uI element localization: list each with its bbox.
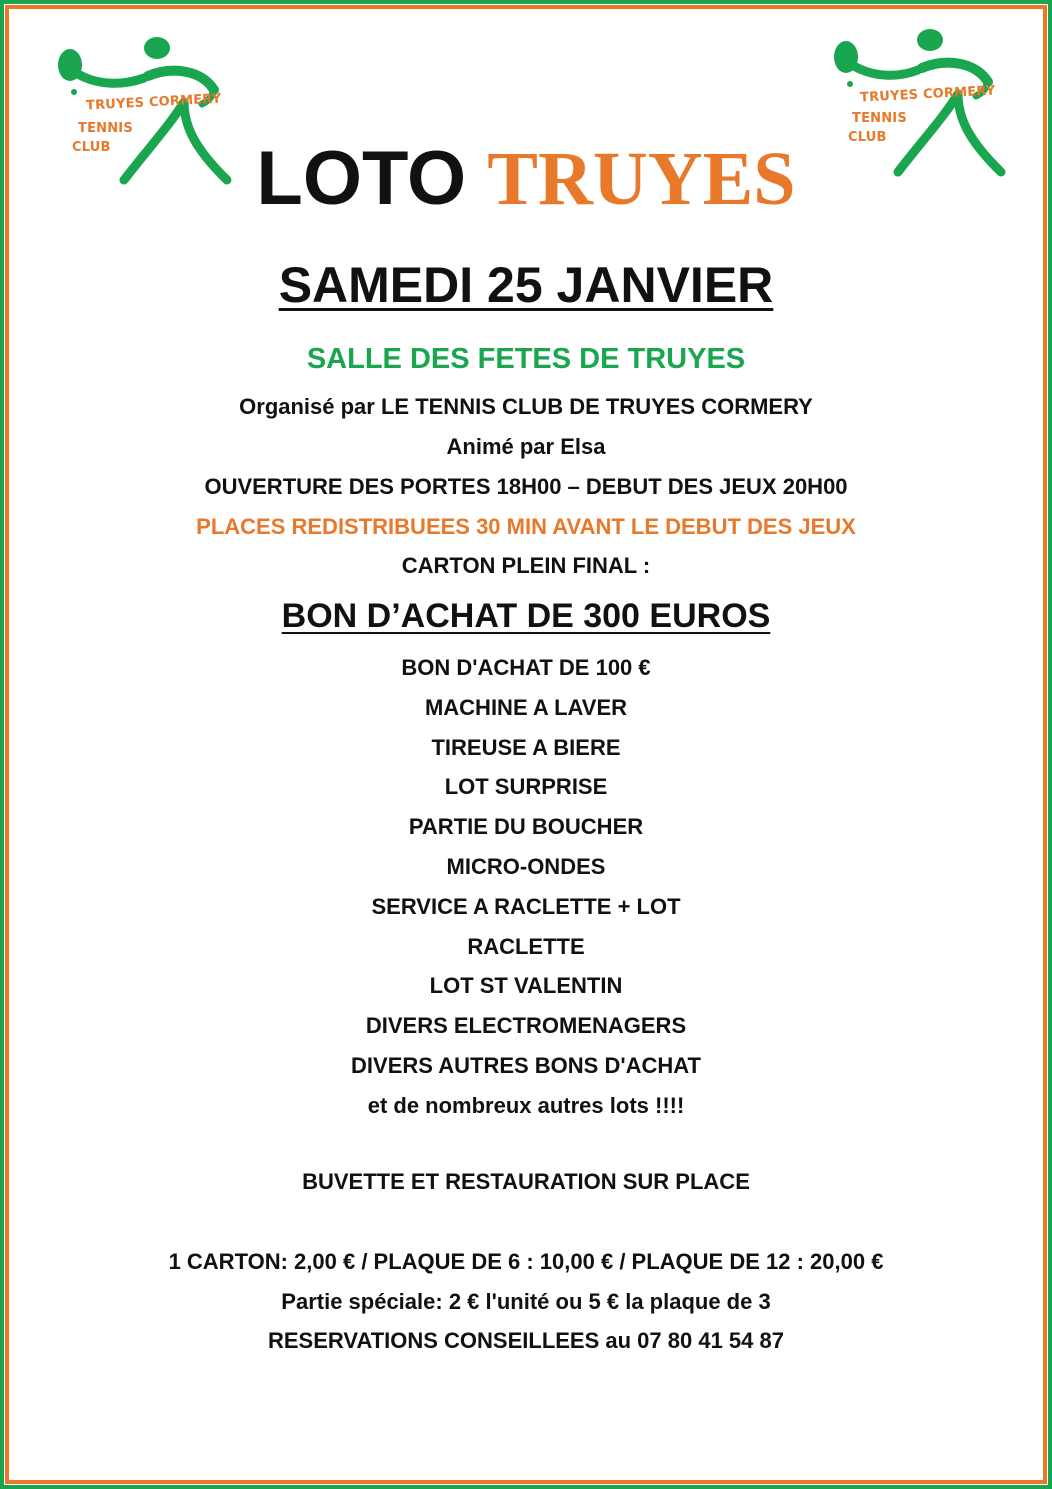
prize-item: DIVERS ELECTROMENAGERS xyxy=(365,1013,687,1039)
prize-item: MACHINE A LAVER xyxy=(424,694,628,720)
prize-item: DIVERS AUTRES BONS D'ACHAT xyxy=(351,1052,701,1078)
organizer: Organisé par LE TENNIS CLUB DE TRUYES CORMERY xyxy=(239,394,813,419)
final-label: CARTON PLEIN FINAL : xyxy=(401,553,651,578)
event-date xyxy=(0,254,1052,316)
prize-item: BON D'ACHAT DE 100 € xyxy=(401,655,651,680)
pricing-special: Partie spéciale: 2 € l'unité ou 5 € la plaque de 3 xyxy=(281,1289,771,1314)
title-truyes: TRUYES xyxy=(487,137,796,221)
prize-item: TIREUSE A BIERE xyxy=(431,734,621,760)
schedule: OUVERTURE DES PORTES 18H00 – DEBUT DES JEUX 20H00 xyxy=(204,474,848,499)
poster-title xyxy=(0,134,1052,224)
logo-text-line3: CLUB xyxy=(72,140,111,155)
prize-item: MICRO-ONDES xyxy=(446,853,606,879)
logo-text-line3: CLUB xyxy=(848,130,887,145)
seating-notice: PLACES REDISTRIBUEES 30 MIN AVANT LE DEBUT DES JEUX xyxy=(196,514,856,539)
event-date-text: SAMEDI 25 JANVIER xyxy=(278,257,774,313)
logo-text-line1: TRUYES CORMERY xyxy=(859,83,996,106)
prize-item: RACLETTE xyxy=(467,933,585,959)
venue: SALLE DES FETES DE TRUYES xyxy=(306,343,746,375)
title-loto: LOTO xyxy=(256,136,467,221)
prize-list xyxy=(0,648,1052,1126)
host: Animé par Elsa xyxy=(446,434,606,459)
prize-item: LOT ST VALENTIN xyxy=(429,973,623,999)
reservations: RESERVATIONS CONSEILLEES au 07 80 41 54 87 xyxy=(268,1328,784,1353)
prize-item: et de nombreux autres lots !!!! xyxy=(367,1092,685,1118)
prize-item: LOT SURPRISE xyxy=(444,774,608,800)
prize-item: SERVICE A RACLETTE + LOT xyxy=(371,893,681,919)
final-prize-text: BON D’ACHAT DE 300 EUROS xyxy=(281,597,771,635)
prize-item: PARTIE DU BOUCHER xyxy=(408,814,644,840)
buvette: BUVETTE ET RESTAURATION SUR PLACE xyxy=(302,1169,750,1194)
logo-text-line1: TRUYES CORMERY xyxy=(85,91,222,114)
logo-text-line2: TENNIS xyxy=(852,111,907,126)
logo-text-line2: TENNIS xyxy=(78,121,133,136)
final-prize xyxy=(0,594,1052,638)
pricing-cartons: 1 CARTON: 2,00 € / PLAQUE DE 6 : 10,00 € / PLAQUE DE 12 : 20,00 € xyxy=(168,1249,884,1274)
